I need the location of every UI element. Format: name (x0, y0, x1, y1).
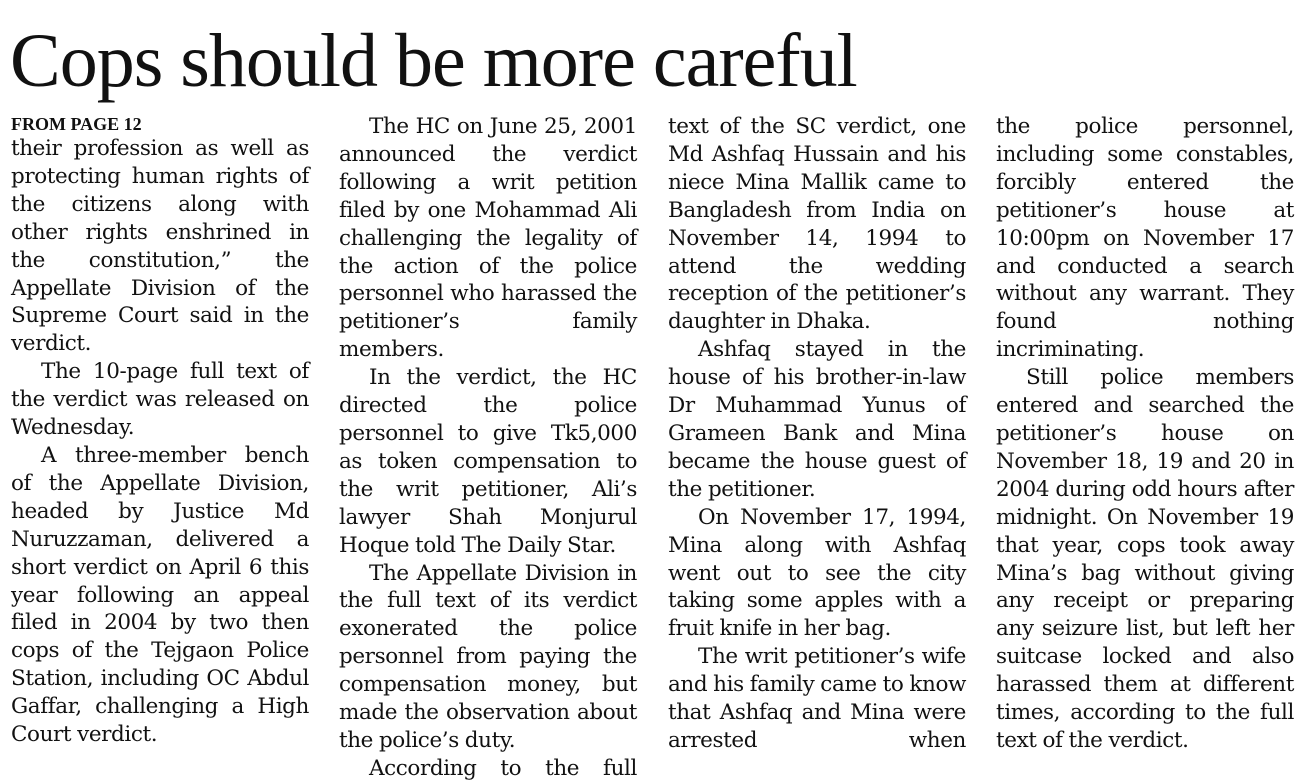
paragraph: A three-member bench of the Appellate Division, headed by Justice Md Nuruzzaman, delivered a short verdict on April 6 this year following an appeal filed in 2004 by two then cops of the Tejgaon Police Station, including OC Abdul Gaffar, challenging a High Court verdict. (11, 442, 309, 748)
paragraph: Still police members entered and searched the petitioner’s house on November 18, 19 and 20 in 2004 during odd hours after midnight. On November 19 that year, cops took away Mina’s bag without giving any receipt or preparing any seizure list, but left her suitcase locked and also harassed them at different times, according to the full text of the verdict. (996, 365, 1294, 753)
article-column-4 (996, 113, 1294, 755)
paragraph: their profession as well as protecting human rights of the citizens along with other rights enshrined in the constitution,” the Appellate Division of the Supreme Court said in the verdict. (11, 136, 309, 357)
headline: Cops should be more careful (10, 19, 857, 103)
paragraph: According to the full (369, 755, 637, 781)
jump-label: FROM PAGE 12 (11, 114, 142, 134)
paragraph: text of the SC verdict, one Md Ashfaq Hussain and his niece Mina Mallik came to Bangladesh from India on November 14, 1994 to attend the wedding reception of the petitioner’s daughter in Dhaka. (668, 114, 966, 335)
paragraph: Ashfaq stayed in the house of his brother-in-law Dr Muhammad Yunus of Grameen Bank and Mina became the house guest of the petitioner. (668, 337, 966, 502)
paragraph: The Appellate Division in the full text of its verdict exonerated the police personnel from paying the compensation money, but made the observation about the police’s duty. (339, 560, 637, 753)
article-column-1 (11, 113, 309, 749)
paragraph: In the verdict, the HC directed the police personnel to give Tk5,000 as token compensation to the writ petitioner, Ali’s lawyer Shah Monjurul Hoque told The Daily Star. (339, 365, 637, 558)
article-column-2 (339, 113, 637, 783)
paragraph: The writ petitioner’s wife and his family came to know that Ashfaq and Mina were arrested when (668, 644, 966, 753)
paragraph: The HC on June 25, 2001 announced the verdict following a writ petition filed by one Mohammad Ali challenging the legality of the action of the police personnel who harassed the petitioner’s family members. (339, 114, 637, 363)
paragraph: The 10-page full text of the verdict was released on Wednesday. (11, 359, 309, 441)
article-column-3 (668, 113, 966, 755)
paragraph: the police personnel, including some constables, forcibly entered the petitioner’s house at 10:00pm on November 17 and conducted a search without any warrant. They found nothing incriminating. (996, 114, 1294, 363)
paragraph: On November 17, 1994, Mina along with Ashfaq went out to see the city taking some apples with a fruit knife in her bag. (668, 504, 966, 642)
